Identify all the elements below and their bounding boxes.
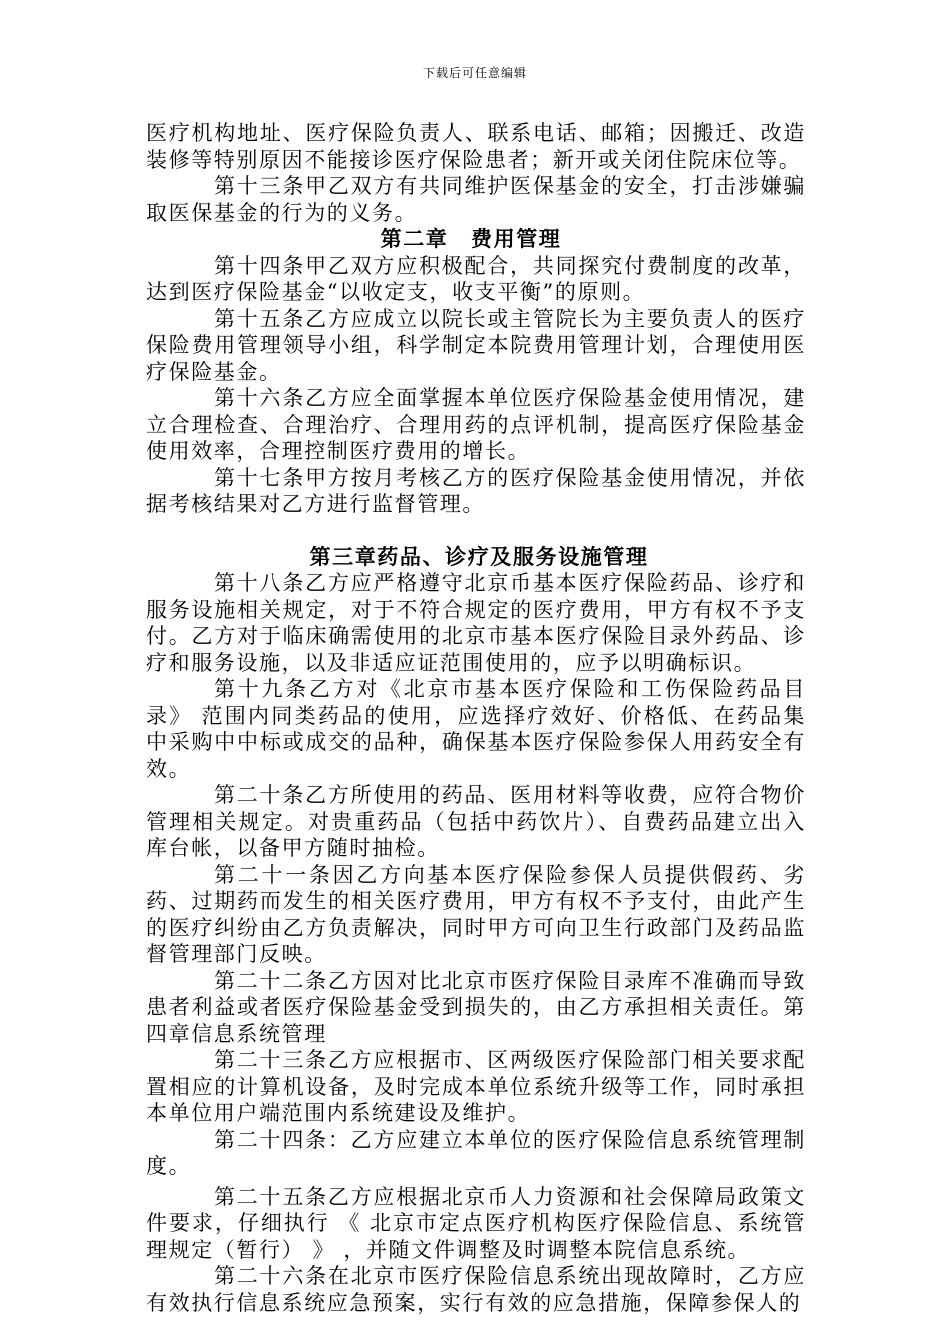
- article-13: 第十三条甲乙双方有共同维护医保基金的安全，打击涉嫌骗取医保基金的行为的义务。: [146, 174, 806, 225]
- article-20: 第二十条乙方所使用的药品、医用材料等收费，应符合物价管理相关规定。对贵重药品（包括中药饮片）、自费药品建立出入库台帐，以备甲方随时抽检。: [146, 783, 806, 860]
- chapter-2-heading: 第二章 费用管理: [380, 226, 562, 251]
- paragraph-intro: 医疗机构地址、医疗保险负责人、联系电话、邮箱；因搬迁、改造装修等特别原因不能接诊医疗保险患者；新开或关闭住院床位等。: [146, 121, 806, 172]
- article-26: 第二十六条在北京市医疗保险信息系统出现故障时，乙方应有效执行信息系统应急预案，实行有效的应急措施，保障参保人的: [146, 1264, 806, 1315]
- article-17: 第十七条甲方按月考核乙方的医疗保险基金使用情况，并依据考核结果对乙方进行监督管理。: [146, 465, 806, 516]
- article-16: 第十六条乙方应全面掌握本单位医疗保险基金使用情况，建立合理检查、合理治疗、合理用药的点评机制，提高医疗保险基金使用效率，合理控制医疗费用的增长。: [146, 386, 806, 463]
- article-18: 第十八条乙方应严格遵守北京币基本医疗保险药品、诊疗和服务设施相关规定，对于不符合规定的医疗费用，甲方有权不予支付。乙方对于临床确需使用的北京市基本医疗保险目录外药品、诊疗和服务设施，以及非适应证范围使用的，应予以明确标识。: [146, 571, 806, 675]
- article-19: 第十九条乙方对《北京市基本医疗保险和工伤保险药品目录》 范围内同类药品的使用，应选择疗效好、价格低、在药品集中采购中中标或成交的品种，确保基本医疗保险参保人用药安全有效。: [146, 677, 806, 781]
- article-15: 第十五条乙方应成立以院长或主管院长为主要负责人的医疗保险费用管理领导小组，科学制定本院费用管理计划，合理使用医疗保险基金。: [146, 306, 806, 384]
- header-note: 下载后可任意编辑: [422, 66, 527, 80]
- article-14: 第十四条甲乙双方应积极配合，共同探究付费制度的改革，达到医疗保险基金“以收定支，收支平衡”的原则。: [146, 253, 806, 304]
- document-body: [146, 120, 806, 1316]
- article-25: 第二十五条乙方应根据北京币人力资源和社会保障局政策文件要求，仔细执行 《 北京市定点医疗机构医疗保险信息、系统管理规定（暂行） 》 ，并随文件调整及时调整本院信息系统。: [146, 1184, 806, 1262]
- article-24: 第二十四条：乙方应建立本单位的医疗保险信息系统管理制度。: [146, 1127, 806, 1178]
- article-23: 第二十三条乙方应根据市、区两级医疗保险部门相关要求配置相应的计算机设备，及时完成本单位系统升级等工作，同时承担本单位用户端范围内系统建设及维护。: [146, 1048, 806, 1125]
- article-21: 第二十一条因乙方向基本医疗保险参保人员提供假药、劣药、过期药而发生的相关医疗费用，甲方有权不予支付，由此产生的医疗纠纷由乙方负责解决，同时甲方可向卫生行政部门及药品监督管理部门反映。: [146, 862, 806, 966]
- article-22: 第二十二条乙方因对比北京市医疗保险目录库不准确而导致患者利益或者医疗保险基金受到损失的，由乙方承担相关责任。第四章信息系统管理: [146, 968, 806, 1046]
- chapter-3-heading: 第三章药品、诊疗及服务设施管理: [309, 543, 649, 569]
